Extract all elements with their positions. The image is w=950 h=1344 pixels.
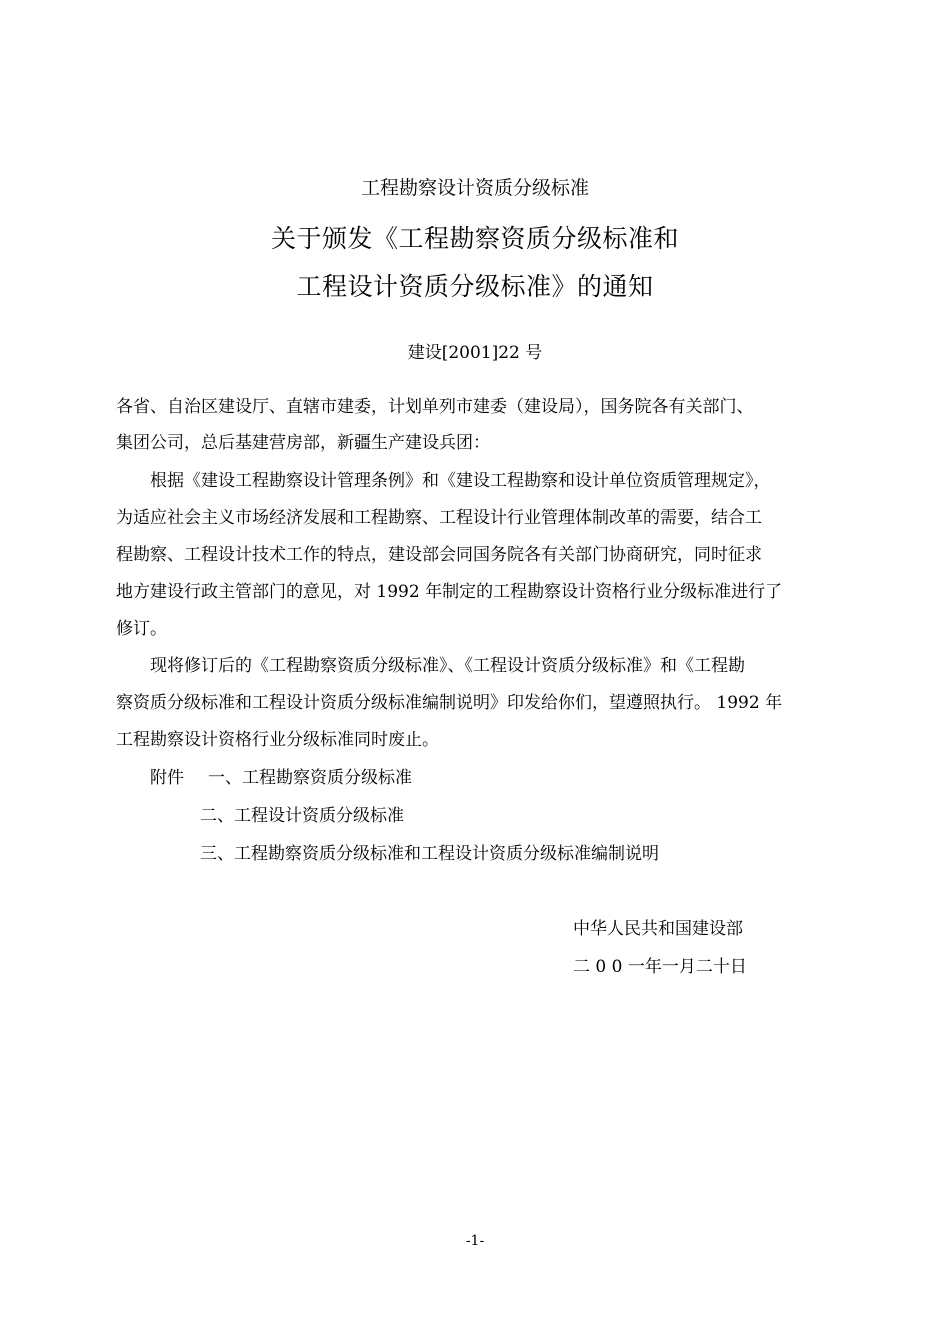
document-title-line-2: 工程设计资质分级标准》的通知 (296, 272, 654, 301)
paragraph-line: 地方建设行政主管部门的意见，对 1992 年制定的工程勘察设计资格行业分级标准进行了 (116, 582, 783, 602)
paragraph-line: 现将修订后的《工程勘察资质分级标准》、《工程设计资质分级标准》和《工程勘 (150, 656, 745, 676)
issue-date: 二 0 0 一年一月二十日 (573, 957, 747, 977)
paragraph-line: 根据《建设工程勘察设计管理条例》和《建设工程勘察和设计单位资质管理规定》， (150, 471, 771, 491)
page-number: -1- (465, 1233, 485, 1249)
paragraph-line: 程勘察、工程设计技术工作的特点，建设部会同国务院各有关部门协商研究，同时征求 (116, 545, 762, 565)
document-number: 建设[2001]22 号 (407, 343, 543, 363)
attachment-label: 附件 (150, 768, 184, 788)
issuing-organization: 中华人民共和国建设部 (573, 919, 743, 939)
addressee-line: 集团公司，总后基建营房部，新疆生产建设兵团： (116, 433, 490, 453)
document-subtitle: 工程勘察设计资质分级标准 (360, 177, 589, 199)
paragraph-line: 为适应社会主义市场经济发展和工程勘察、工程设计行业管理体制改革的需要，结合工 (116, 508, 762, 528)
attachment-item: 一、工程勘察资质分级标准 (208, 768, 412, 788)
attachment-item: 三、工程勘察资质分级标准和工程设计资质分级标准编制说明 (200, 844, 659, 864)
paragraph-line: 修订。 (116, 619, 167, 639)
addressee-line: 各省、自治区建设厅、直辖市建委，计划单列市建委（建设局），国务院各有关部门、 (116, 397, 754, 417)
attachment-item: 二、工程设计资质分级标准 (200, 806, 404, 826)
document-title-line-1: 关于颁发《工程勘察资质分级标准和 (270, 224, 679, 253)
paragraph-line: 察资质分级标准和工程设计资质分级标准编制说明》印发给你们，望遵照执行。 1992 年 (116, 693, 783, 713)
paragraph-line: 工程勘察设计资格行业分级标准同时废止。 (116, 730, 439, 750)
